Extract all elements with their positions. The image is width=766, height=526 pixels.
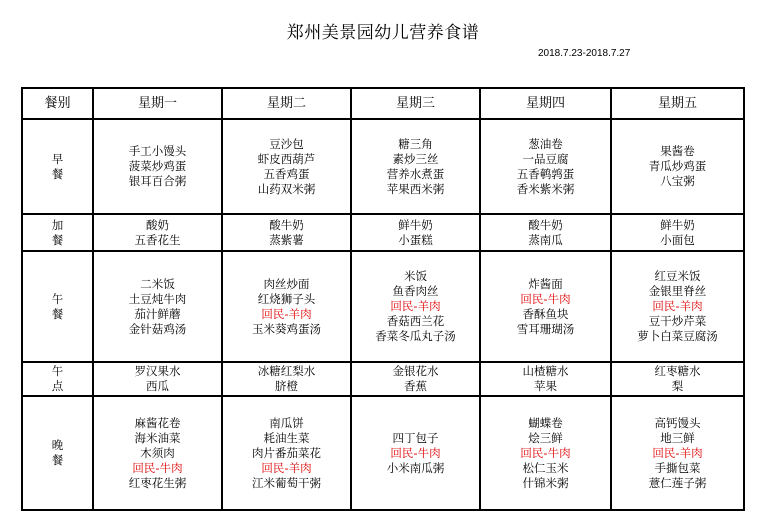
meal-label-char: 餐: [51, 166, 64, 181]
dish-item: 苹果西米粥: [386, 181, 445, 196]
menu-cell-breakfast-thursday: [480, 119, 611, 214]
dish-item: 香米紫米粥: [516, 181, 575, 196]
dish-item: 薏仁莲子粥: [648, 475, 707, 490]
dish-item: 山楂糖水: [522, 364, 569, 378]
date-range: 2018.7.23-2018.7.27: [538, 48, 631, 59]
dish-item: 鲜牛奶: [398, 217, 433, 232]
menu-cell-dinner-friday: [611, 396, 744, 510]
meal-label-char: 餐: [51, 232, 64, 247]
dish-item: 玉米葵鸡蛋汤: [252, 321, 321, 336]
hui-min-option: 回民-羊肉: [390, 299, 441, 313]
meal-label-breakfast: [22, 119, 93, 214]
dish-item: 海米油菜: [134, 430, 181, 445]
dish-item: 耗油生菜: [263, 430, 310, 445]
day-header-tuesday: 星期二: [222, 88, 351, 119]
hui-min-option: 回民-牛肉: [520, 291, 571, 306]
dish-item: 葱油卷: [528, 136, 563, 151]
hui-min-option: 回民-羊肉: [261, 460, 312, 475]
dish-item: 四丁包子: [392, 430, 439, 445]
day-header-friday: 星期五: [611, 88, 744, 119]
dish-item: 冰糖红梨水: [257, 364, 316, 378]
day-header-wednesday: 星期三: [351, 88, 480, 119]
menu-cell-dinner-thursday: [480, 396, 611, 510]
meal-label-char: 餐: [51, 306, 64, 321]
menu-table: [21, 87, 745, 511]
meal-row-afternoon-snack: [22, 362, 744, 396]
dish-item: 香蕉: [404, 379, 427, 393]
dish-item: 红豆米饭: [654, 269, 701, 283]
menu-cell-dinner-wednesday: [351, 396, 480, 510]
hui-min-option: 回民-牛肉: [520, 445, 571, 460]
menu-cell-afternoon-snack-wednesday: [351, 362, 480, 396]
menu-cell-snack-monday: [93, 214, 222, 251]
menu-cell-snack-friday: [611, 214, 744, 251]
dish-item: 手工小馒头: [128, 144, 187, 158]
dish-item: 红枣糖水: [654, 364, 701, 378]
dish-item: 土豆炖牛肉: [128, 291, 187, 306]
dish-item: 高钙馒头: [654, 415, 701, 430]
dish-item: 米饭: [404, 269, 427, 283]
menu-cell-breakfast-monday: [93, 119, 222, 214]
dish-item: 江米葡萄干粥: [252, 475, 321, 490]
menu-cell-lunch-wednesday: [351, 251, 480, 362]
meal-label-char: 晚: [51, 438, 64, 452]
meal-label-char: 加: [51, 217, 64, 232]
meal-row-lunch: [22, 251, 744, 362]
day-header-monday: 星期一: [93, 88, 222, 119]
meal-label-char: 午: [51, 364, 64, 378]
menu-body: [22, 119, 744, 510]
dish-item: 南瓜饼: [269, 415, 304, 430]
meal-label-char: 点: [51, 379, 64, 393]
dish-item: 红枣花生粥: [128, 475, 187, 490]
meal-label-lunch: [22, 251, 93, 362]
dish-item: 一品豆腐: [522, 151, 569, 166]
dish-item: 山药双米粥: [257, 181, 316, 196]
header-row: [22, 88, 744, 119]
meal-label-char: 午: [51, 291, 64, 306]
dish-item: 糖三角: [398, 136, 433, 151]
dish-item: 红烧狮子头: [257, 291, 316, 306]
dish-item: 香菇西兰花: [386, 314, 445, 328]
menu-cell-lunch-tuesday: [222, 251, 351, 362]
dish-item: 蒸紫薯: [269, 232, 304, 247]
dish-item: 八宝粥: [660, 174, 695, 188]
dish-item: 金银里脊丝: [648, 284, 707, 298]
menu-cell-afternoon-snack-friday: [611, 362, 744, 396]
page-title: 郑州美景园幼儿营养食谱: [286, 23, 480, 43]
hui-min-option: 回民-牛肉: [132, 460, 183, 475]
hui-min-option: 回民-羊肉: [652, 299, 703, 313]
day-header-thursday: 星期四: [480, 88, 611, 119]
hui-min-option: 回民-牛肉: [390, 445, 441, 460]
hui-min-option: 回民-羊肉: [261, 306, 312, 321]
dish-item: 酸牛奶: [269, 217, 304, 232]
menu-cell-dinner-tuesday: [222, 396, 351, 510]
menu-cell-afternoon-snack-monday: [93, 362, 222, 396]
dish-item: 脐橙: [275, 379, 298, 393]
dish-item: 酸奶: [146, 217, 169, 232]
dish-item: 萝卜白菜豆腐汤: [637, 329, 718, 343]
menu-cell-breakfast-tuesday: [222, 119, 351, 214]
meal-row-breakfast: [22, 119, 744, 214]
meal-label-char: 餐: [51, 453, 64, 467]
menu-cell-snack-thursday: [480, 214, 611, 251]
dish-item: 银耳百合粥: [128, 174, 187, 188]
dish-item: 五香鸡蛋: [263, 166, 310, 181]
dish-item: 雪耳珊瑚汤: [516, 321, 575, 336]
menu-cell-snack-wednesday: [351, 214, 480, 251]
dish-item: 肉丝炒面: [263, 276, 310, 291]
dish-item: 蝴蝶卷: [528, 415, 563, 430]
dish-item: 松仁玉米: [522, 460, 569, 475]
dish-item: 香菜冬瓜丸子汤: [375, 329, 456, 343]
dish-item: 鲜牛奶: [660, 217, 695, 232]
menu-cell-breakfast-friday: [611, 119, 744, 214]
menu-cell-dinner-monday: [93, 396, 222, 510]
dish-item: 烩三鲜: [528, 430, 563, 445]
dish-item: 麻酱花卷: [134, 415, 181, 430]
menu-cell-lunch-thursday: [480, 251, 611, 362]
dish-item: 果酱卷: [660, 144, 695, 158]
dish-item: 金针菇鸡汤: [128, 321, 187, 336]
dish-item: 五香鹌鹑蛋: [516, 166, 575, 181]
dish-item: 蒸南瓜: [528, 232, 563, 247]
dish-item: 素炒三丝: [392, 151, 439, 166]
meal-column-header: 餐别: [22, 88, 93, 119]
meal-row-dinner: [22, 396, 744, 510]
dish-item: 豆沙包: [269, 136, 304, 151]
dish-item: 地三鲜: [660, 430, 695, 445]
dish-item: 青瓜炒鸡蛋: [648, 159, 707, 173]
dish-item: 豆干炒芹菜: [648, 314, 707, 328]
menu-cell-breakfast-wednesday: [351, 119, 480, 214]
dish-item: 香酥鱼块: [522, 306, 569, 321]
dish-item: 鱼香肉丝: [392, 284, 439, 298]
dish-item: 五香花生: [134, 232, 181, 247]
dish-item: 西瓜: [146, 379, 169, 393]
dish-item: 木须肉: [140, 445, 175, 460]
menu-cell-lunch-friday: [611, 251, 744, 362]
dish-item: 营养水煮蛋: [386, 166, 445, 181]
dish-item: 小面包: [660, 232, 695, 247]
meal-label-dinner: [22, 396, 93, 510]
dish-item: 金银花水: [392, 364, 439, 378]
dish-item: 梨: [671, 379, 684, 393]
dish-item: 什锦米粥: [522, 475, 569, 490]
hui-min-option: 回民-羊肉: [652, 445, 703, 460]
dish-item: 炸酱面: [528, 276, 563, 291]
menu-cell-afternoon-snack-tuesday: [222, 362, 351, 396]
dish-item: 小米南瓜粥: [386, 460, 445, 475]
dish-item: 苹果: [534, 379, 557, 393]
dish-item: 手撕包菜: [654, 460, 701, 475]
dish-item: 酸牛奶: [528, 217, 563, 232]
meal-label-afternoon-snack: [22, 362, 93, 396]
meal-row-snack: [22, 214, 744, 251]
meal-label-snack: [22, 214, 93, 251]
menu-cell-lunch-monday: [93, 251, 222, 362]
dish-item: 菠菜炒鸡蛋: [128, 159, 187, 173]
dish-item: 虾皮西葫芦: [257, 151, 316, 166]
menu-cell-snack-tuesday: [222, 214, 351, 251]
menu-cell-afternoon-snack-thursday: [480, 362, 611, 396]
dish-item: 肉片番茄菜花: [252, 445, 321, 460]
dish-item: 罗汉果水: [134, 364, 181, 378]
dish-item: 二米饭: [140, 276, 175, 291]
dish-item: 小蛋糕: [398, 232, 433, 247]
meal-label-char: 早: [51, 151, 64, 166]
dish-item: 茄汁鲜蘑: [134, 306, 181, 321]
